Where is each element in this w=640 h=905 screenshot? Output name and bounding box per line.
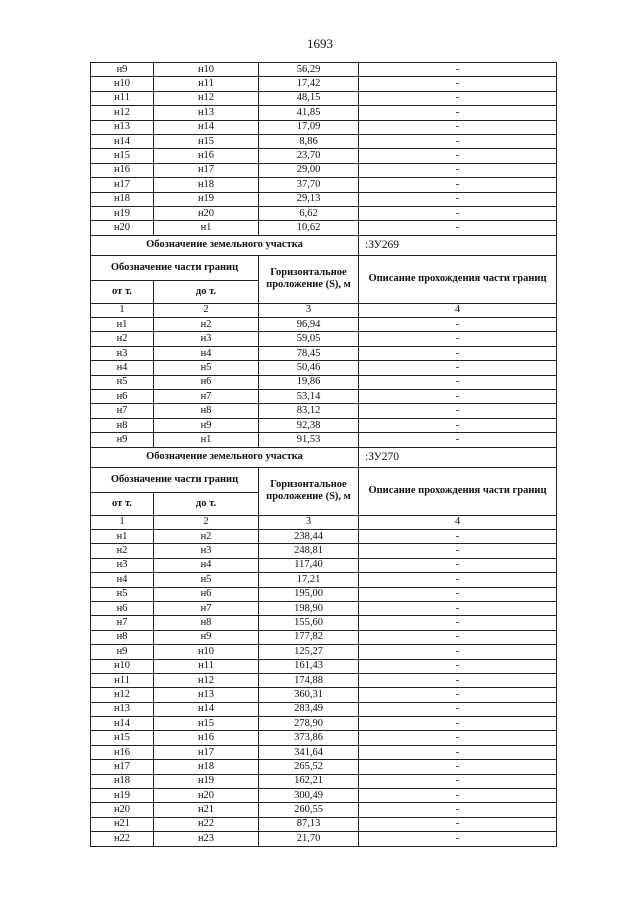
- length-cell: 373,86: [259, 731, 359, 745]
- table-row: [91, 192, 557, 206]
- description-cell: -: [359, 745, 557, 759]
- to-point-cell: н4: [154, 346, 259, 360]
- table-row: [91, 390, 557, 404]
- to-point-cell: н17: [154, 163, 259, 177]
- table-row: [91, 659, 557, 673]
- table-row: [91, 760, 557, 774]
- from-point-cell: н7: [91, 404, 154, 418]
- table-row: [91, 601, 557, 615]
- segment-header: Обозначение части границ: [91, 255, 259, 280]
- from-point-cell: н16: [91, 745, 154, 759]
- from-header: от т.: [91, 492, 154, 515]
- description-cell: -: [359, 601, 557, 615]
- to-point-cell: н11: [154, 659, 259, 673]
- column-number-cell: 1: [91, 515, 154, 529]
- to-point-cell: н14: [154, 702, 259, 716]
- to-point-cell: н22: [154, 817, 259, 831]
- description-cell: -: [359, 573, 557, 587]
- table-row: [91, 106, 557, 120]
- table-row: [91, 731, 557, 745]
- from-point-cell: н11: [91, 673, 154, 687]
- table-row: [91, 375, 557, 389]
- to-point-cell: н3: [154, 332, 259, 346]
- length-cell: 117,40: [259, 558, 359, 572]
- to-point-cell: н5: [154, 573, 259, 587]
- to-point-cell: н16: [154, 731, 259, 745]
- segment-header: Обозначение части границ: [91, 467, 259, 492]
- description-cell: -: [359, 702, 557, 716]
- to-point-cell: н5: [154, 361, 259, 375]
- description-cell: -: [359, 63, 557, 77]
- from-point-cell: н3: [91, 558, 154, 572]
- from-point-cell: н6: [91, 601, 154, 615]
- from-point-cell: н5: [91, 587, 154, 601]
- description-cell: -: [359, 77, 557, 91]
- length-cell: 91,53: [259, 433, 359, 447]
- to-point-cell: н17: [154, 745, 259, 759]
- from-point-cell: н18: [91, 774, 154, 788]
- column-number-cell: 4: [359, 515, 557, 529]
- to-point-cell: н13: [154, 106, 259, 120]
- length-cell: 10,62: [259, 221, 359, 235]
- description-cell: -: [359, 433, 557, 447]
- column-number-row: [91, 303, 557, 317]
- description-cell: -: [359, 318, 557, 332]
- from-point-cell: н1: [91, 318, 154, 332]
- description-cell: -: [359, 789, 557, 803]
- length-cell: 125,27: [259, 645, 359, 659]
- length-cell: 161,43: [259, 659, 359, 673]
- from-point-cell: н8: [91, 630, 154, 644]
- length-cell: 29,13: [259, 192, 359, 206]
- table-row: [91, 573, 557, 587]
- table-row: [91, 702, 557, 716]
- from-point-cell: н16: [91, 163, 154, 177]
- to-point-cell: н4: [154, 558, 259, 572]
- table-row: [91, 418, 557, 432]
- description-cell: -: [359, 688, 557, 702]
- boundary-table-body: [91, 63, 557, 847]
- length-cell: 41,85: [259, 106, 359, 120]
- length-cell: 56,29: [259, 63, 359, 77]
- description-cell: -: [359, 645, 557, 659]
- description-cell: -: [359, 731, 557, 745]
- column-number-cell: 3: [259, 303, 359, 317]
- description-cell: -: [359, 558, 557, 572]
- table-row: [91, 745, 557, 759]
- table-row: [91, 529, 557, 543]
- length-cell: 341,64: [259, 745, 359, 759]
- from-point-cell: н9: [91, 645, 154, 659]
- from-point-cell: н4: [91, 573, 154, 587]
- from-point-cell: н12: [91, 106, 154, 120]
- to-header: до т.: [154, 280, 259, 303]
- description-cell: -: [359, 404, 557, 418]
- table-row: [91, 789, 557, 803]
- description-cell: -: [359, 587, 557, 601]
- description-cell: -: [359, 178, 557, 192]
- to-point-cell: н20: [154, 206, 259, 220]
- table-row: [91, 587, 557, 601]
- from-point-cell: н13: [91, 702, 154, 716]
- from-point-cell: н9: [91, 63, 154, 77]
- column-header-row: [91, 467, 557, 492]
- description-cell: -: [359, 832, 557, 846]
- from-point-cell: н2: [91, 332, 154, 346]
- to-point-cell: н15: [154, 717, 259, 731]
- from-point-cell: н17: [91, 178, 154, 192]
- to-point-cell: н10: [154, 63, 259, 77]
- table-row: [91, 91, 557, 105]
- table-row: [91, 318, 557, 332]
- land-plot-header: [91, 235, 557, 255]
- from-point-cell: н6: [91, 390, 154, 404]
- table-row: [91, 332, 557, 346]
- length-cell: 17,09: [259, 120, 359, 134]
- column-number-cell: 2: [154, 303, 259, 317]
- to-point-cell: н19: [154, 774, 259, 788]
- to-point-cell: н12: [154, 91, 259, 105]
- description-cell: -: [359, 134, 557, 148]
- length-cell: 87,13: [259, 817, 359, 831]
- from-point-cell: н19: [91, 206, 154, 220]
- from-point-cell: н19: [91, 789, 154, 803]
- length-cell: 195,00: [259, 587, 359, 601]
- table-row: [91, 433, 557, 447]
- description-cell: -: [359, 673, 557, 687]
- table-row: [91, 544, 557, 558]
- length-cell: 53,14: [259, 390, 359, 404]
- to-point-cell: н18: [154, 760, 259, 774]
- land-plot-header: [91, 447, 557, 467]
- length-cell: 50,46: [259, 361, 359, 375]
- description-cell: -: [359, 192, 557, 206]
- length-cell: 162,21: [259, 774, 359, 788]
- from-point-cell: н12: [91, 688, 154, 702]
- from-point-cell: н13: [91, 120, 154, 134]
- column-number-row: [91, 515, 557, 529]
- description-cell: -: [359, 332, 557, 346]
- land-plot-code: :ЗУ269: [359, 235, 557, 255]
- description-cell: -: [359, 616, 557, 630]
- to-point-cell: н8: [154, 616, 259, 630]
- table-row: [91, 616, 557, 630]
- length-cell: 155,60: [259, 616, 359, 630]
- length-cell: 37,70: [259, 178, 359, 192]
- length-cell: 17,21: [259, 573, 359, 587]
- length-header: Горизонтальное проложение (S), м: [259, 255, 359, 303]
- from-point-cell: н21: [91, 817, 154, 831]
- length-cell: 6,62: [259, 206, 359, 220]
- to-point-cell: н15: [154, 134, 259, 148]
- from-point-cell: н15: [91, 149, 154, 163]
- table-row: [91, 630, 557, 644]
- table-row: [91, 817, 557, 831]
- description-cell: -: [359, 361, 557, 375]
- length-cell: 92,38: [259, 418, 359, 432]
- from-point-cell: н11: [91, 91, 154, 105]
- description-cell: -: [359, 544, 557, 558]
- from-point-cell: н18: [91, 192, 154, 206]
- description-cell: -: [359, 346, 557, 360]
- description-header: Описание прохождения части границ: [359, 467, 557, 515]
- description-cell: -: [359, 375, 557, 389]
- to-point-cell: н2: [154, 318, 259, 332]
- table-row: [91, 774, 557, 788]
- to-point-cell: н12: [154, 673, 259, 687]
- table-row: [91, 77, 557, 91]
- from-point-cell: н5: [91, 375, 154, 389]
- length-cell: 248,81: [259, 544, 359, 558]
- to-point-cell: н7: [154, 601, 259, 615]
- from-point-cell: н3: [91, 346, 154, 360]
- table-row: [91, 63, 557, 77]
- from-point-cell: н1: [91, 529, 154, 543]
- from-point-cell: н4: [91, 361, 154, 375]
- from-point-cell: н8: [91, 418, 154, 432]
- length-cell: 174,88: [259, 673, 359, 687]
- table-row: [91, 346, 557, 360]
- description-cell: -: [359, 717, 557, 731]
- land-plot-label: Обозначение земельного участка: [91, 447, 359, 467]
- table-row: [91, 206, 557, 220]
- to-header: до т.: [154, 492, 259, 515]
- length-cell: 283,49: [259, 702, 359, 716]
- table-row: [91, 673, 557, 687]
- description-cell: -: [359, 659, 557, 673]
- table-row: [91, 163, 557, 177]
- from-point-cell: н20: [91, 803, 154, 817]
- to-point-cell: н6: [154, 375, 259, 389]
- to-point-cell: н10: [154, 645, 259, 659]
- column-number-cell: 4: [359, 303, 557, 317]
- length-cell: 96,94: [259, 318, 359, 332]
- column-header-row: [91, 255, 557, 280]
- table-row: [91, 803, 557, 817]
- table-row: [91, 149, 557, 163]
- from-point-cell: н2: [91, 544, 154, 558]
- to-point-cell: н20: [154, 789, 259, 803]
- to-point-cell: н23: [154, 832, 259, 846]
- table-row: [91, 221, 557, 235]
- from-point-cell: н17: [91, 760, 154, 774]
- description-cell: -: [359, 91, 557, 105]
- from-point-cell: н14: [91, 134, 154, 148]
- to-point-cell: н2: [154, 529, 259, 543]
- description-cell: -: [359, 120, 557, 134]
- from-header: от т.: [91, 280, 154, 303]
- length-cell: 265,52: [259, 760, 359, 774]
- length-cell: 29,00: [259, 163, 359, 177]
- length-cell: 78,45: [259, 346, 359, 360]
- description-cell: -: [359, 630, 557, 644]
- boundary-table: [90, 62, 557, 847]
- to-point-cell: н6: [154, 587, 259, 601]
- description-cell: -: [359, 149, 557, 163]
- description-header: Описание прохождения части границ: [359, 255, 557, 303]
- to-point-cell: н9: [154, 630, 259, 644]
- from-point-cell: н7: [91, 616, 154, 630]
- land-plot-code: :ЗУ270: [359, 447, 557, 467]
- column-number-cell: 2: [154, 515, 259, 529]
- from-point-cell: н15: [91, 731, 154, 745]
- table-row: [91, 717, 557, 731]
- land-plot-label: Обозначение земельного участка: [91, 235, 359, 255]
- page-number: 1693: [307, 36, 333, 51]
- description-cell: -: [359, 106, 557, 120]
- description-cell: -: [359, 390, 557, 404]
- to-point-cell: н3: [154, 544, 259, 558]
- table-row: [91, 361, 557, 375]
- length-cell: 360,31: [259, 688, 359, 702]
- from-point-cell: н10: [91, 77, 154, 91]
- table-row: [91, 404, 557, 418]
- table-row: [91, 558, 557, 572]
- to-point-cell: н16: [154, 149, 259, 163]
- description-cell: -: [359, 206, 557, 220]
- table-row: [91, 120, 557, 134]
- table-row: [91, 688, 557, 702]
- length-cell: 48,15: [259, 91, 359, 105]
- to-point-cell: н9: [154, 418, 259, 432]
- length-cell: 19,86: [259, 375, 359, 389]
- to-point-cell: н14: [154, 120, 259, 134]
- length-cell: 278,90: [259, 717, 359, 731]
- length-cell: 21,70: [259, 832, 359, 846]
- from-point-cell: н9: [91, 433, 154, 447]
- length-cell: 300,49: [259, 789, 359, 803]
- to-point-cell: н7: [154, 390, 259, 404]
- description-cell: -: [359, 529, 557, 543]
- column-number-cell: 3: [259, 515, 359, 529]
- length-cell: 17,42: [259, 77, 359, 91]
- description-cell: -: [359, 163, 557, 177]
- from-point-cell: н10: [91, 659, 154, 673]
- description-cell: -: [359, 803, 557, 817]
- from-point-cell: н14: [91, 717, 154, 731]
- table-row: [91, 134, 557, 148]
- table-row: [91, 645, 557, 659]
- description-cell: -: [359, 221, 557, 235]
- length-cell: 23,70: [259, 149, 359, 163]
- length-header: Горизонтальное проложение (S), м: [259, 467, 359, 515]
- to-point-cell: н1: [154, 433, 259, 447]
- length-cell: 177,82: [259, 630, 359, 644]
- from-point-cell: н20: [91, 221, 154, 235]
- description-cell: -: [359, 817, 557, 831]
- length-cell: 59,05: [259, 332, 359, 346]
- to-point-cell: н19: [154, 192, 259, 206]
- table-row: [91, 832, 557, 846]
- length-cell: 8,86: [259, 134, 359, 148]
- from-point-cell: н22: [91, 832, 154, 846]
- length-cell: 83,12: [259, 404, 359, 418]
- length-cell: 260,55: [259, 803, 359, 817]
- to-point-cell: н21: [154, 803, 259, 817]
- description-cell: -: [359, 760, 557, 774]
- to-point-cell: н11: [154, 77, 259, 91]
- to-point-cell: н1: [154, 221, 259, 235]
- to-point-cell: н18: [154, 178, 259, 192]
- length-cell: 238,44: [259, 529, 359, 543]
- length-cell: 198,90: [259, 601, 359, 615]
- description-cell: -: [359, 418, 557, 432]
- to-point-cell: н13: [154, 688, 259, 702]
- to-point-cell: н8: [154, 404, 259, 418]
- column-number-cell: 1: [91, 303, 154, 317]
- table-row: [91, 178, 557, 192]
- description-cell: -: [359, 774, 557, 788]
